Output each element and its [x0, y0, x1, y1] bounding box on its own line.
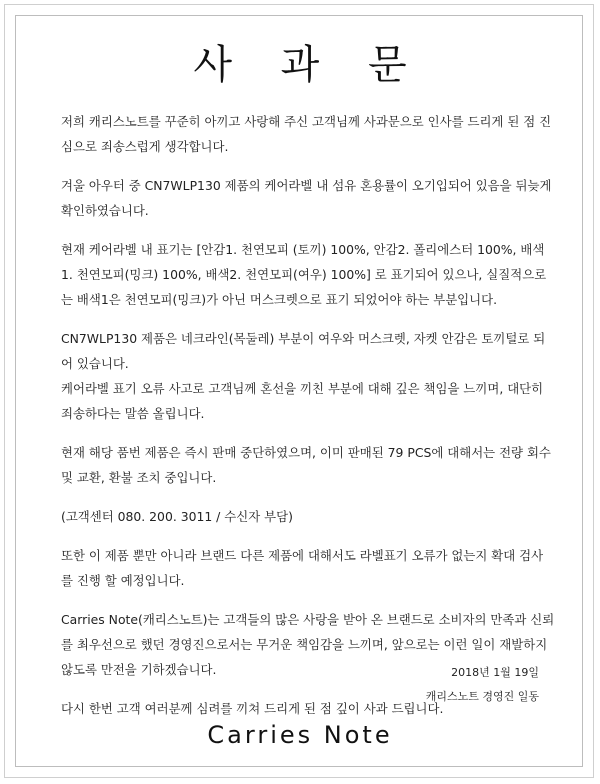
- paragraph-intro: 저희 캐리스노트를 꾸준히 아끼고 사랑해 주신 고객님께 사과문으로 인사를 드리게 된 점 진심으로 죄송스럽게 생각합니다.: [61, 114, 552, 154]
- signature-date: 2018년 1월 19일: [451, 666, 539, 679]
- paragraph-closing: 다시 한번 고객 여러분께 심려를 끼쳐 드리게 된 점 깊이 사과 드립니다.: [61, 701, 444, 716]
- paragraph-issue: 겨울 아우터 중 CN7WLP130 제품의 케어라벨 내 섬유 혼용률이 오기입되어 있음을 뒤늦게 확인하였습니다.: [61, 178, 552, 218]
- paragraph-inspection: 또한 이 제품 뿐만 아니라 브랜드 다른 제품에 대해서도 라벨표기 오류가 없는지 확대 검사를 진행 할 예정입니다.: [61, 548, 544, 588]
- paragraph-action: 현재 해당 품번 제품은 즉시 판매 중단하였으며, 이미 판매된 79 PCS에 대해서는 전량 회수 및 교환, 환불 조치 중입니다.: [61, 445, 551, 485]
- letter-body: [61, 109, 555, 735]
- paragraph-label-detail: 현재 케어라벨 내 표기는 [안감1. 천연모피 (토끼) 100%, 안감2. 폴리에스터 100%, 배색1. 천연모피(밍크) 100%, 배색2. 천연모피(여우) 100%] 로 표기되어 있으나, 실질적으로는 배색1은 천연모피(밍크)가 아닌 머스크렛으로 표기 되었어야 하는 부분입니다.: [61, 242, 547, 307]
- paragraph-contact: (고객센터 080. 200. 3011 / 수신자 부담): [61, 509, 293, 524]
- paragraph-apology: 케어라벨 표기 오류 사고로 고객님께 혼선을 끼친 부분에 대해 깊은 책임을 느끼며, 대단히 죄송하다는 말씀 올립니다.: [61, 381, 544, 421]
- signature-signer: 캐리스노트 경영진 일동: [425, 690, 539, 703]
- signature-block: [426, 661, 539, 709]
- letter-frame: [4, 4, 594, 778]
- page-title: 사 과 문: [193, 42, 425, 88]
- paragraph-commitment: Carries Note(캐리스노트)는 고객들의 많은 사랑을 받아 온 브랜드로 소비자의 만족과 신뢰를 최우선으로 했던 경영진으로서는 무거운 책임감을 느끼며, 앞으로는 이런 일이 재발하지 않도록 만전을 기하겠습니다.: [61, 612, 555, 677]
- paragraph-product-composition: CN7WLP130 제품은 네크라인(목둘레) 부분이 여우와 머스크렛, 자켓 안감은 토끼털로 되어 있습니다.: [61, 331, 546, 371]
- brand-logo: Carries Note: [207, 721, 393, 749]
